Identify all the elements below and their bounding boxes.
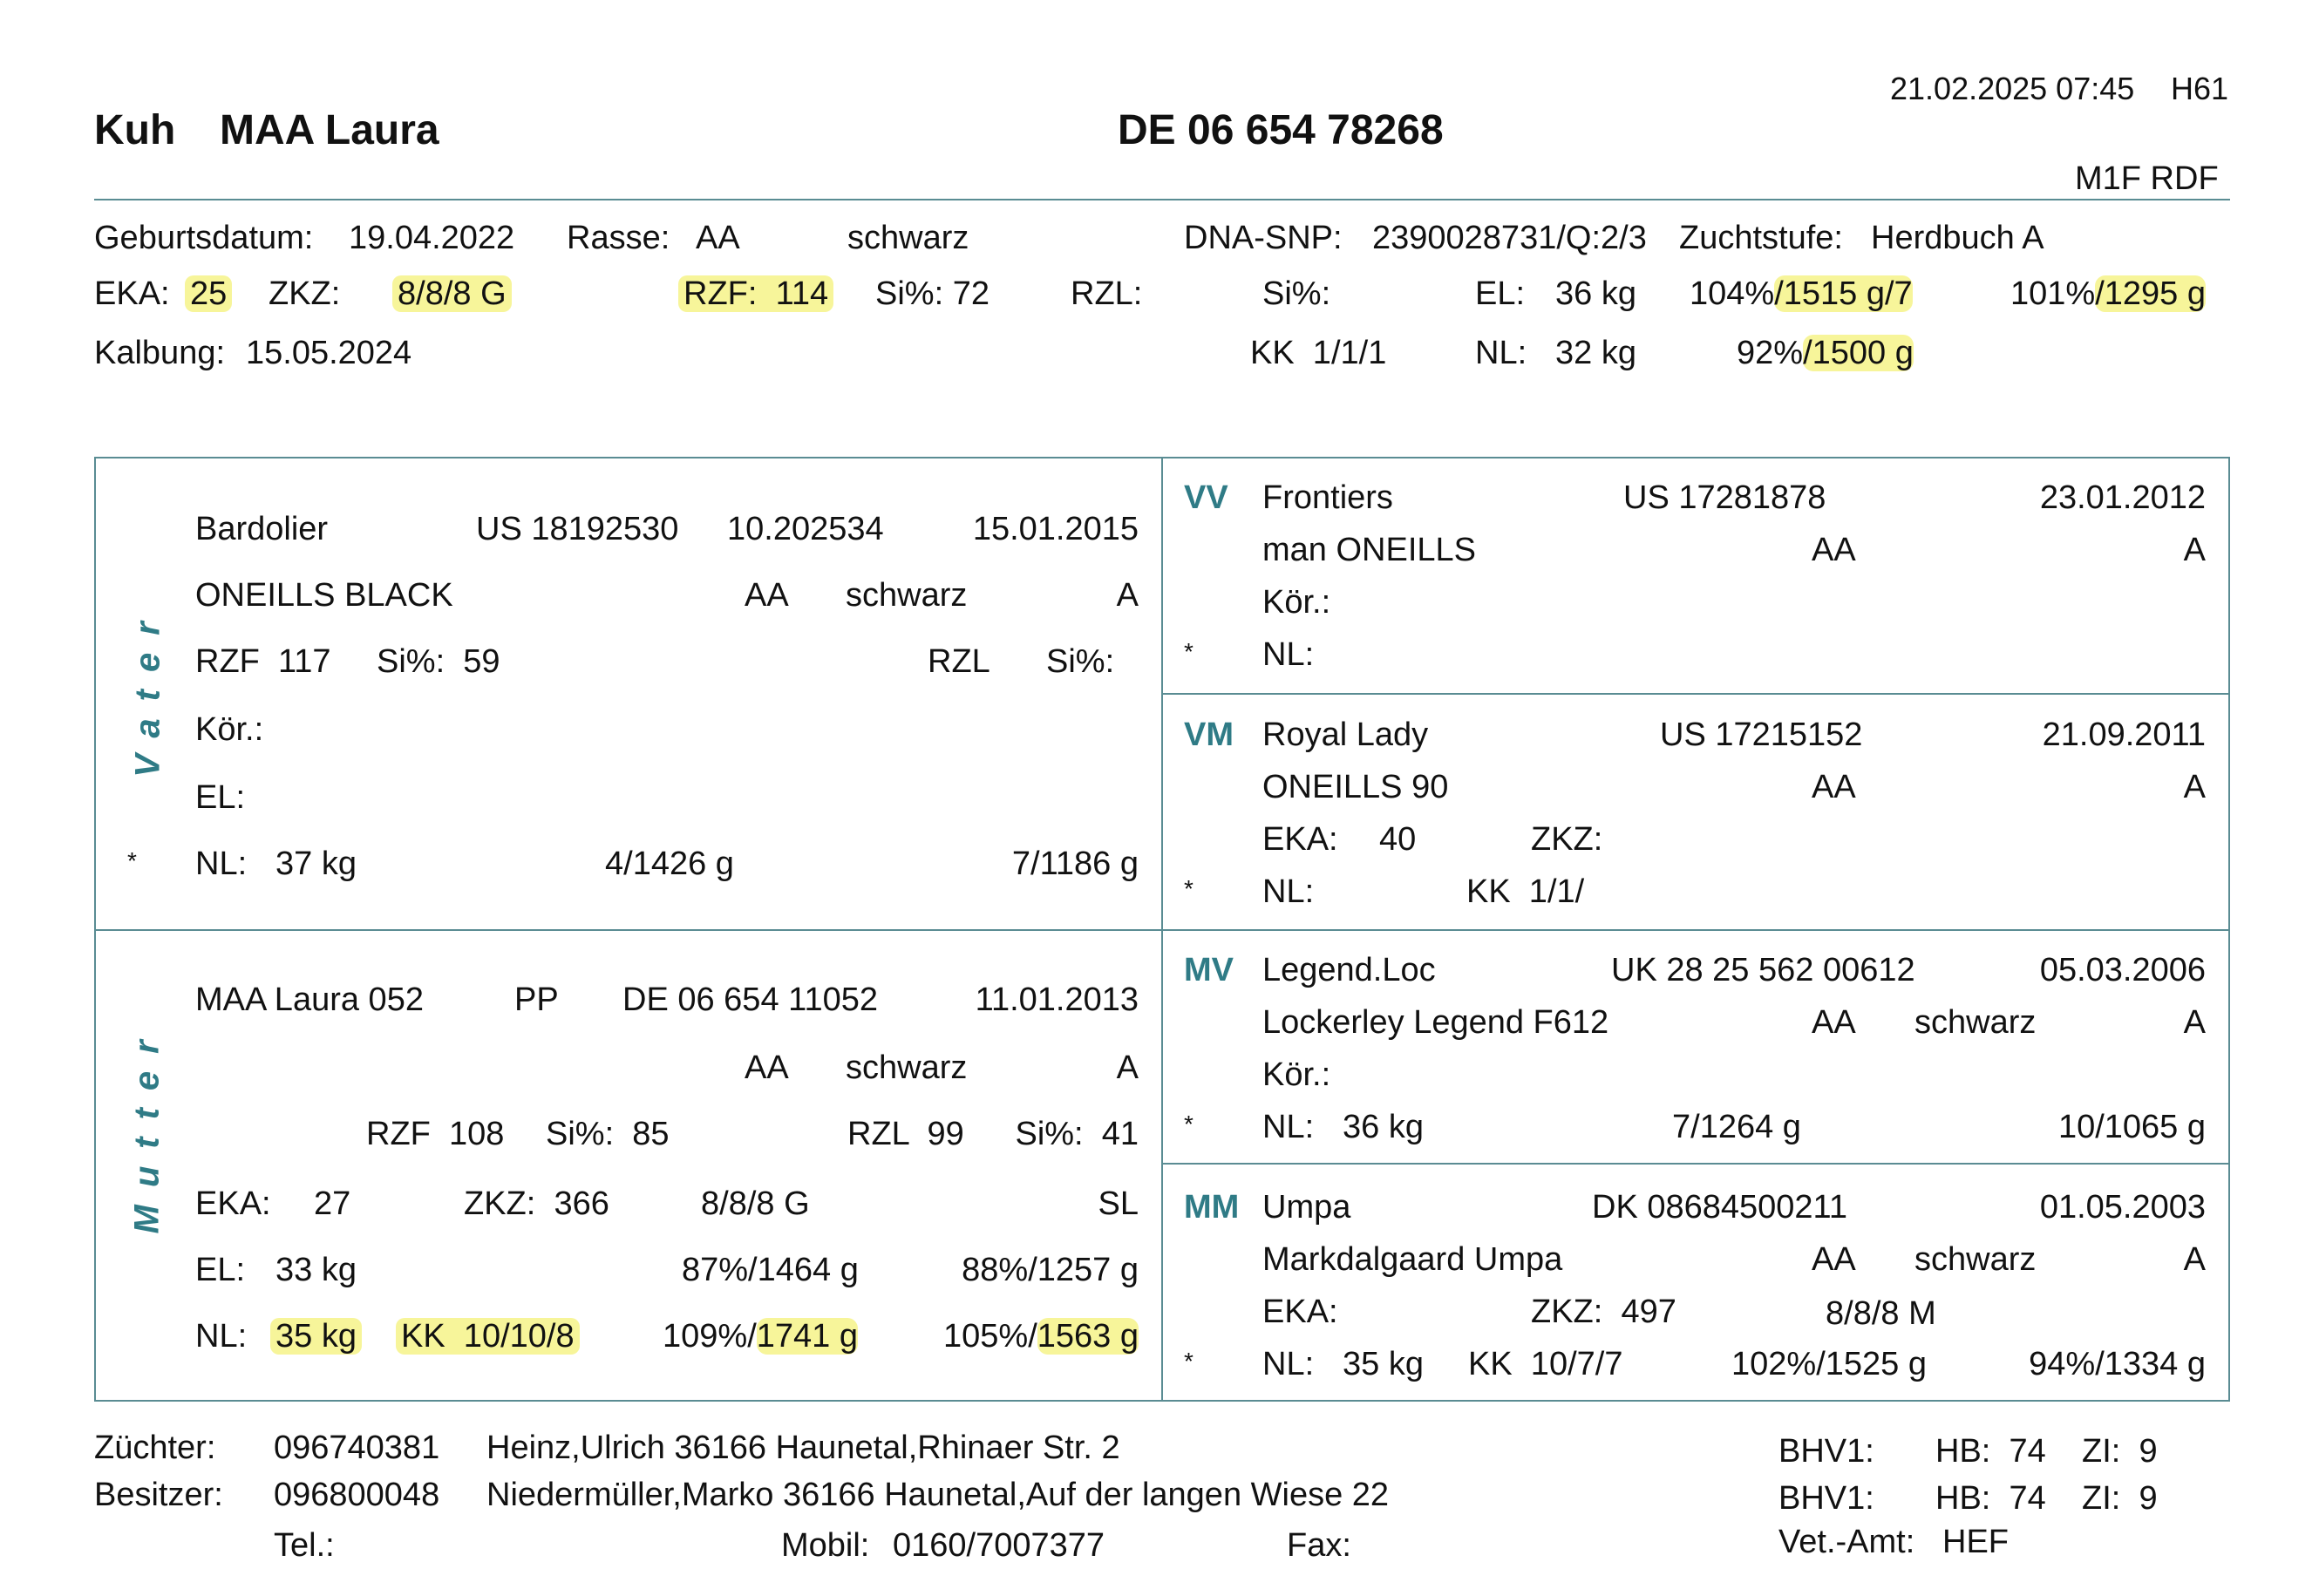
- mobil-value: 0160/7007377: [893, 1527, 1105, 1564]
- print-timestamp: 21.02.2025 07:45: [1890, 71, 2135, 106]
- el-kg: 36 kg: [1555, 275, 1636, 312]
- mutter-el: EL:: [195, 1252, 246, 1288]
- mutter-el-right: 88%/1257 g: [962, 1252, 1139, 1288]
- mv-nl: NL:: [1262, 1109, 1315, 1145]
- si-percent-1: Si%: 72: [875, 275, 989, 312]
- mv-grade: A: [2183, 1004, 2206, 1041]
- vater-si: Si%: 59: [377, 643, 500, 680]
- vv-star: *: [1184, 638, 1194, 665]
- calving-label: Kalbung:: [94, 335, 226, 371]
- vater-rzf: RZF 117: [195, 643, 331, 680]
- mutter-eka-value: 27: [314, 1185, 351, 1222]
- vater-star: *: [127, 847, 137, 874]
- vet-office-label: Vet.-Amt:: [1778, 1524, 1915, 1560]
- owner-label: Besitzer:: [94, 1477, 223, 1513]
- mv-name: Legend.Loc: [1262, 952, 1436, 988]
- vm-eka: EKA:: [1262, 821, 1338, 858]
- vv-label: VV: [1184, 479, 1228, 516]
- bhv1-label-2: BHV1:: [1778, 1480, 1874, 1517]
- breeder-address: Heinz,Ulrich 36166 Haunetal,Rhinaer Str. 2: [486, 1430, 1120, 1466]
- mm-grade: A: [2183, 1241, 2206, 1278]
- vm-name: Royal Lady: [1262, 717, 1429, 753]
- pedigree-divider-mv-mm: [1161, 1163, 2230, 1165]
- mutter-nl: NL:: [195, 1318, 248, 1355]
- stage-label: Zuchtstufe:: [1679, 220, 1843, 256]
- mutter-nl-pct2: 105%/: [943, 1318, 1037, 1355]
- mm-nl: NL:: [1262, 1346, 1315, 1382]
- stage-value: Herdbuch A: [1871, 220, 2044, 256]
- mm-nl-mid: 102%/1525 g: [1731, 1346, 1927, 1382]
- mm-id: DK 08684500211: [1592, 1189, 1847, 1226]
- nl-pct: 92%: [1737, 335, 1804, 371]
- vm-kk: KK 1/1/: [1466, 873, 1585, 910]
- el-g1: 1515 g/7: [1783, 275, 1913, 312]
- pedigree-divider-vv-vm: [1161, 693, 2230, 695]
- mm-zkz-value: 8/8/8 M: [1826, 1295, 1936, 1332]
- vater-line2: ONEILLS BLACK: [195, 577, 453, 614]
- mutter-eka: EKA:: [195, 1185, 271, 1222]
- mutter-id: DE 06 654 11052: [622, 981, 878, 1018]
- animal-name: MAA Laura: [220, 107, 439, 153]
- si-percent-2: Si%:: [1262, 275, 1331, 312]
- rzf-value: 114: [775, 275, 829, 312]
- el-fields-2: 101%/1295 g: [2010, 275, 2206, 312]
- birth-date-value: 19.04.2022: [349, 220, 515, 256]
- vv-date: 23.01.2012: [2039, 479, 2206, 516]
- mutter-date: 11.01.2013: [975, 981, 1139, 1018]
- mutter-nl-g2: 1563 g: [1037, 1318, 1139, 1355]
- header-divider: [94, 199, 2230, 200]
- mv-breed: AA: [1812, 1004, 1856, 1041]
- vm-breed: AA: [1812, 769, 1856, 805]
- mm-date: 01.05.2003: [2039, 1189, 2206, 1226]
- mutter-nl-kg: 35 kg: [275, 1320, 357, 1353]
- dna-value: 2390028731/Q:2/3: [1372, 220, 1647, 256]
- pedigree-divider-middle: [94, 929, 2230, 931]
- vater-color: schwarz: [846, 577, 968, 614]
- mutter-sl: SL: [1098, 1185, 1139, 1222]
- vm-eka-value: 40: [1379, 821, 1417, 858]
- mutter-side-label: Mutter: [127, 1022, 167, 1234]
- vm-star: *: [1184, 875, 1194, 902]
- vater-id: US 18192530: [476, 511, 679, 547]
- vater-breed: AA: [745, 577, 789, 614]
- mv-nl-right: 10/1065 g: [2057, 1109, 2206, 1145]
- color-value: schwarz: [847, 220, 969, 256]
- vm-id: US 17215152: [1660, 717, 1863, 753]
- eka-value: 25: [190, 277, 227, 310]
- bhv1-label-1: BHV1:: [1778, 1433, 1874, 1470]
- mutter-kk: KK 10/10/8: [401, 1320, 575, 1353]
- mutter-nl-g1: 1741 g: [756, 1318, 858, 1355]
- report-code-2: M1F RDF: [2075, 160, 2219, 197]
- vater-date: 15.01.2015: [972, 511, 1139, 547]
- vm-nl: NL:: [1262, 873, 1315, 910]
- mm-label: MM: [1184, 1189, 1240, 1226]
- owner-address: Niedermüller,Marko 36166 Haunetal,Auf der langen Wiese 22: [486, 1477, 1390, 1513]
- mv-nl-mid: 7/1264 g: [1672, 1109, 1801, 1145]
- vater-kor: Kör.:: [195, 711, 264, 748]
- breed-value: AA: [696, 220, 740, 256]
- mv-date: 05.03.2006: [2039, 952, 2206, 988]
- owner-id: 096800048: [274, 1477, 440, 1513]
- calving-value: 15.05.2024: [246, 335, 412, 371]
- mutter-si2: Si%: 41: [1015, 1116, 1139, 1152]
- vv-line2: man ONEILLS: [1262, 532, 1476, 568]
- vater-name: Bardolier: [195, 511, 329, 547]
- mutter-zkz-value: 8/8/8 G: [701, 1185, 810, 1222]
- el-g2: 1295 g: [2104, 275, 2206, 312]
- rzf-label: RZF:: [683, 275, 758, 312]
- mm-kk: KK 10/7/7: [1468, 1346, 1623, 1382]
- mutter-breed: AA: [745, 1049, 789, 1086]
- el-fields: 104%/1515 g/7: [1690, 275, 1913, 312]
- tel-label: Tel.:: [274, 1527, 335, 1564]
- mutter-rzl: RZL 99: [847, 1116, 964, 1152]
- eka-label: EKA:: [94, 275, 170, 312]
- mutter-rzf: RZF 108: [366, 1116, 505, 1152]
- vater-grade: A: [1116, 577, 1139, 614]
- vater-nl-right: 7/1186 g: [1011, 846, 1139, 882]
- zi-2: ZI: 9: [2082, 1480, 2158, 1517]
- mv-nl-kg: 36 kg: [1343, 1109, 1424, 1145]
- vater-nl: NL:: [195, 846, 248, 882]
- nl-fields: 92%/1500 g: [1737, 335, 1914, 371]
- nl-kg: 32 kg: [1555, 335, 1636, 371]
- vv-kor: Kör.:: [1262, 584, 1331, 621]
- mv-line2: Lockerley Legend F612: [1262, 1004, 1609, 1041]
- dna-label: DNA-SNP:: [1184, 220, 1343, 256]
- breeder-label: Züchter:: [94, 1430, 216, 1466]
- mm-name: Umpa: [1262, 1189, 1351, 1226]
- rzl-label: RZL:: [1071, 275, 1143, 312]
- mutter-nl-pct1: 109%/: [663, 1318, 757, 1355]
- ear-tag-number: DE 06 654 78268: [1118, 107, 1444, 153]
- mv-color: schwarz: [1914, 1004, 2037, 1041]
- mutter-nl-right: [872, 1320, 1139, 1353]
- vater-nl-mid: 4/1426 g: [605, 846, 734, 882]
- mm-breed: AA: [1812, 1241, 1856, 1278]
- breed-label: Rasse:: [567, 220, 670, 256]
- mm-line2: Markdalgaard Umpa: [1262, 1241, 1563, 1278]
- vet-office-value: HEF: [1942, 1524, 2009, 1560]
- mv-id: UK 28 25 562 00612: [1611, 952, 1915, 988]
- vm-line2: ONEILLS 90: [1262, 769, 1449, 805]
- el-pct1: 104%: [1690, 275, 1775, 312]
- hb-2: HB: 74: [1935, 1480, 2046, 1517]
- birth-date-label: Geburtsdatum:: [94, 220, 314, 256]
- vm-label: VM: [1184, 717, 1234, 753]
- mutter-zkz: ZKZ: 366: [464, 1185, 609, 1222]
- mv-star: *: [1184, 1110, 1194, 1138]
- mv-label: MV: [1184, 952, 1234, 988]
- hb-1: HB: 74: [1935, 1433, 2046, 1470]
- vater-side-label: Vater: [128, 604, 167, 778]
- zkz-label: ZKZ:: [269, 275, 341, 312]
- mv-kor: Kör.:: [1262, 1056, 1331, 1093]
- vm-date: 21.09.2011: [2042, 717, 2206, 753]
- mm-zkz: ZKZ: 497: [1531, 1294, 1676, 1330]
- report-code: H61: [2171, 71, 2229, 106]
- mutter-name: MAA Laura 052: [195, 981, 424, 1018]
- nl-label: NL:: [1475, 335, 1527, 371]
- el-pct2: 101%: [2010, 275, 2096, 312]
- breeder-id: 096740381: [274, 1430, 440, 1466]
- mobil-label: Mobil:: [781, 1527, 870, 1564]
- mm-nl-kg: 35 kg: [1343, 1346, 1424, 1382]
- nl-g: 1500 g: [1812, 335, 1914, 371]
- mm-color: schwarz: [1914, 1241, 2037, 1278]
- rzf-field: [683, 277, 828, 310]
- vv-grade: A: [2183, 532, 2206, 568]
- vv-id: US 17281878: [1623, 479, 1826, 516]
- zkz-value: 8/8/8 G: [398, 277, 507, 310]
- vater-el: EL:: [195, 779, 246, 816]
- vm-grade: A: [2183, 769, 2206, 805]
- zi-1: ZI: 9: [2082, 1433, 2158, 1470]
- vater-rzl: RZL: [928, 643, 990, 680]
- vv-breed: AA: [1812, 532, 1856, 568]
- mutter-color: schwarz: [846, 1049, 968, 1086]
- vater-si2: Si%:: [1046, 643, 1115, 680]
- mm-nl-right: 94%/1334 g: [2029, 1346, 2206, 1382]
- vater-nl-kg: 37 kg: [275, 846, 357, 882]
- mm-eka: EKA:: [1262, 1294, 1338, 1330]
- vater-num: 10.202534: [727, 511, 884, 547]
- fax-label: Fax:: [1287, 1527, 1351, 1564]
- mutter-grade: A: [1116, 1049, 1139, 1086]
- vv-nl: NL:: [1262, 636, 1315, 673]
- mutter-nl-mid: [663, 1320, 858, 1353]
- kk-value: KK 1/1/1: [1250, 335, 1387, 371]
- vm-zkz: ZKZ:: [1531, 821, 1603, 858]
- mutter-si: Si%: 85: [546, 1116, 670, 1152]
- el-label: EL:: [1475, 275, 1526, 312]
- mm-star: *: [1184, 1348, 1194, 1375]
- mutter-el-kg: 33 kg: [275, 1252, 357, 1288]
- mutter-pp: PP: [514, 981, 559, 1018]
- mutter-el-mid: 87%/1464 g: [682, 1252, 859, 1288]
- vv-name: Frontiers: [1262, 479, 1393, 516]
- animal-type-label: Kuh: [94, 107, 176, 153]
